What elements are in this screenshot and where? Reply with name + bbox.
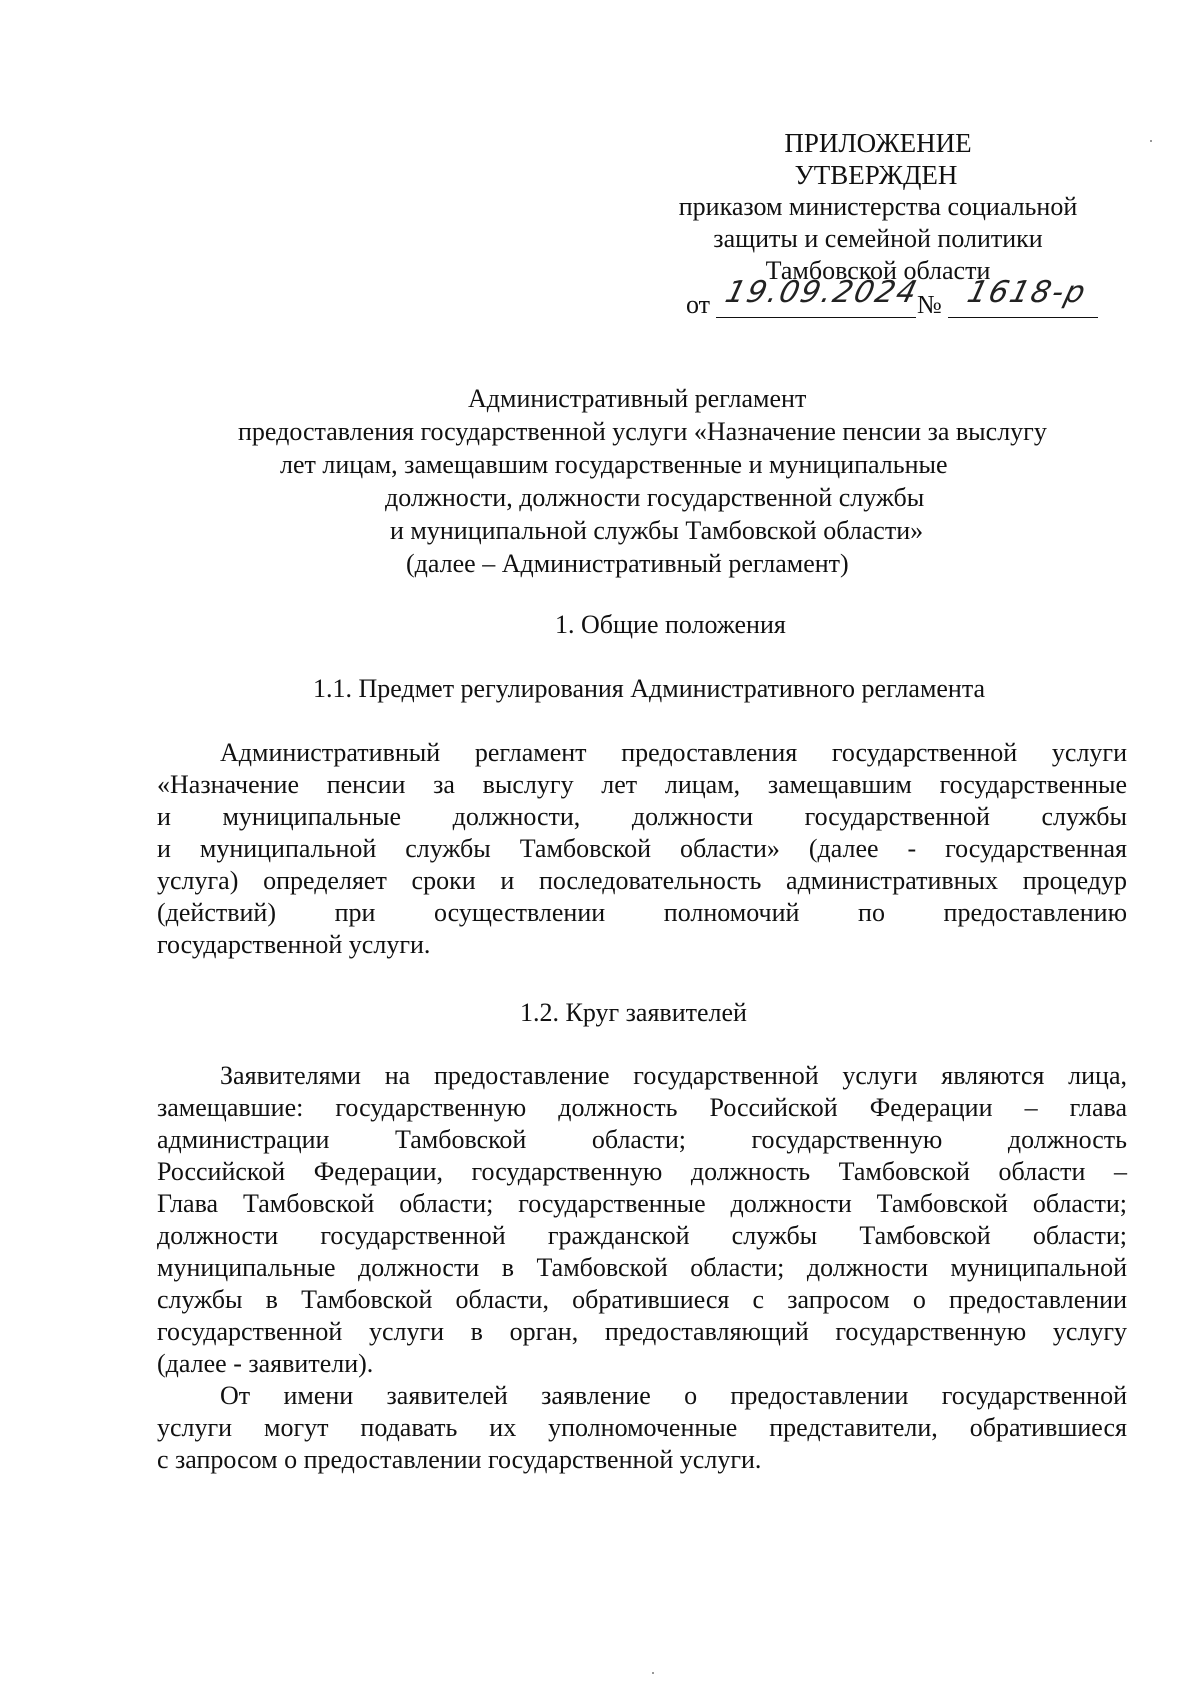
- paragraph-line: и муниципальные должности, должности государственной службы: [157, 802, 1127, 831]
- paragraph-line: Административный регламент предоставления государственной услуги: [220, 738, 1127, 767]
- paragraph-line: администрации Тамбовской области; государственную должность: [157, 1125, 1127, 1154]
- number-label: №: [917, 290, 942, 319]
- document-title: [150, 382, 1110, 580]
- paragraph-line: От имени заявителей заявление о предоставлении государственной: [220, 1381, 1127, 1410]
- approval-appendix-label: ПРИЛОЖЕНИЕ: [784, 128, 972, 158]
- section-1-2-paragraph-2: [157, 1380, 1127, 1476]
- handwritten-date: 19.09.2024: [721, 275, 923, 310]
- section-1-1-heading: 1.1. Предмет регулирования Административного регламента: [313, 674, 986, 703]
- paragraph-line: должности государственной гражданской службы Тамбовской области;: [157, 1221, 1127, 1250]
- handwritten-number: 1618-р: [963, 275, 1091, 310]
- paragraph-line: с запросом о предоставлении государственной услуги.: [157, 1445, 762, 1474]
- approval-order-line-1: приказом министерства социальной: [678, 192, 1078, 221]
- number-field: [948, 275, 1098, 318]
- paragraph-line: Заявителями на предоставление государственной услуги являются лица,: [220, 1061, 1127, 1090]
- paragraph-line: Российской Федерации, государственную должность Тамбовской области –: [157, 1157, 1127, 1186]
- paragraph-line: (действий) при осуществлении полномочий по предоставлению: [157, 898, 1127, 927]
- title-line-5: и муниципальной службы Тамбовской области»: [390, 516, 924, 545]
- paragraph-line: и муниципальной службы Тамбовской области» (далее - государственная: [157, 834, 1127, 863]
- approval-order-line-3: Тамбовской области: [765, 256, 991, 285]
- approval-order-line-2: защиты и семейной политики: [713, 224, 1043, 253]
- approval-block: [640, 127, 1120, 319]
- paragraph-line: услуга) определяет сроки и последовательность административных процедур: [157, 866, 1127, 895]
- section-1-1-paragraph: [157, 737, 1127, 961]
- title-line-2: предоставления государственной услуги «Назначение пенсии за выслугу: [238, 417, 1047, 446]
- section-1-2-paragraph-1: [157, 1060, 1127, 1380]
- paragraph-line: государственной услуги.: [157, 930, 431, 959]
- title-line-4: должности, должности государственной службы: [385, 483, 925, 512]
- paragraph-line: службы в Тамбовской области, обратившиеся с запросом о предоставлении: [157, 1285, 1127, 1314]
- paragraph-line: замещавшие: государственную должность Российской Федерации – глава: [157, 1093, 1127, 1122]
- date-field: [716, 275, 923, 318]
- approval-date-number-line: [686, 275, 1120, 319]
- title-line-1: Административный регламент: [468, 384, 807, 413]
- section-1-2-heading: 1.2. Круг заявителей: [520, 998, 747, 1027]
- approval-approved-label: УТВЕРЖДЕН: [794, 160, 958, 190]
- scan-speck: [652, 1672, 654, 1674]
- paragraph-line: муниципальные должности в Тамбовской области; должности муниципальной: [157, 1253, 1127, 1282]
- paragraph-line: услуги могут подавать их уполномоченные представители, обратившиеся: [157, 1413, 1127, 1442]
- paragraph-line: «Назначение пенсии за выслугу лет лицам, замещавшим государственные: [157, 770, 1127, 799]
- title-line-3: лет лицам, замещавшим государственные и муниципальные: [280, 450, 948, 479]
- scan-speck: [1150, 140, 1152, 142]
- date-prefix: от: [686, 290, 711, 319]
- paragraph-line: Глава Тамбовской области; государственные должности Тамбовской области;: [157, 1189, 1127, 1218]
- section-1-heading: 1. Общие положения: [555, 610, 786, 639]
- paragraph-line: государственной услуги в орган, предоставляющий государственную услугу: [157, 1317, 1127, 1346]
- paragraph-line: (далее - заявители).: [157, 1349, 374, 1378]
- title-line-6: (далее – Административный регламент): [406, 549, 849, 578]
